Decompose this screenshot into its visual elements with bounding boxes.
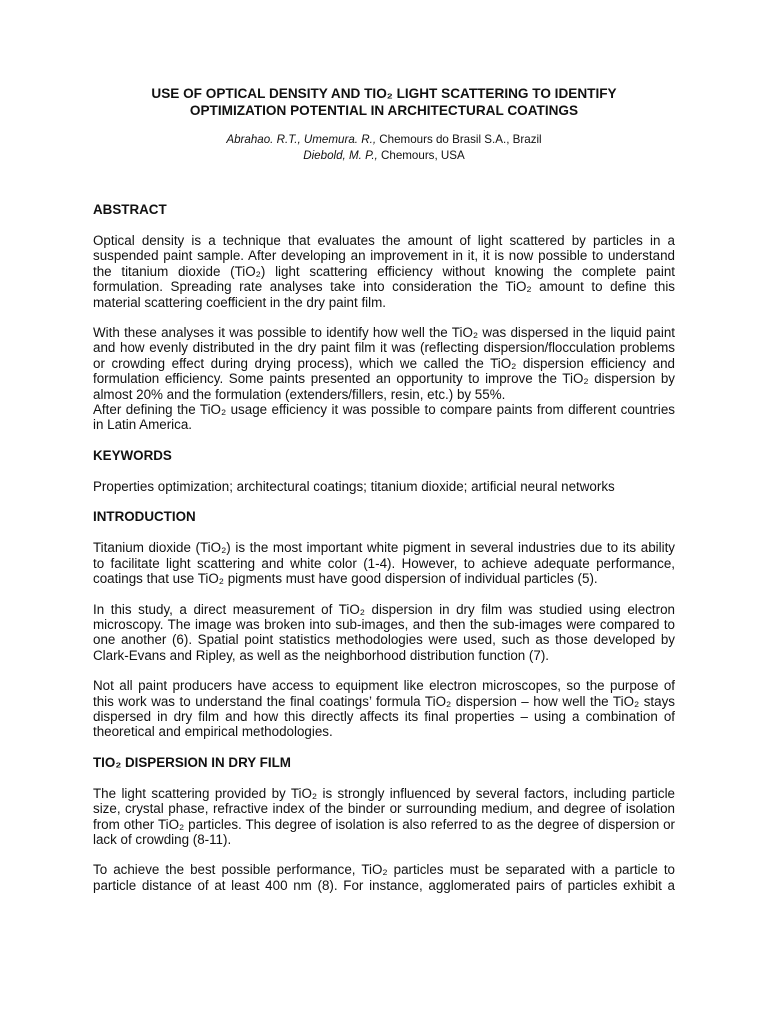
author-line-1 — [93, 132, 675, 148]
introduction-heading: INTRODUCTION — [93, 509, 196, 525]
keywords-heading: KEYWORDS — [93, 447, 172, 463]
author-affiliation-2: Chemours, USA — [377, 148, 465, 162]
abstract-paragraph-3: After defining the TiO₂ usage efficiency it was possible to compare paints from different countries in Latin America. — [93, 402, 675, 433]
author-affiliation-1: Chemours do Brasil S.A., Brazil — [376, 133, 542, 146]
author-names-1: Abrahao. R.T., Umemura. R., — [226, 133, 377, 146]
tio2-dispersion-heading: TIO₂ DISPERSION IN DRY FILM — [93, 754, 291, 770]
paper-title — [93, 86, 675, 119]
tio2-paragraph-2: To achieve the best possible performance, TiO₂ particles must be separated with a particle to particle distance of at least 400 nm (8). For instance, agglomerated pairs of particles exhibit a — [93, 862, 675, 893]
abstract-paragraph-2: With these analyses it was possible to identify how well the TiO₂ was dispersed in the liquid paint and how evenly distributed in the dry paint film it was (reflecting dispersion/flocculation problems or crowding effect during drying process), which we called the TiO₂ dispersion efficiency and formulation efficiency. Some paints presented an opportunity to improve the TiO₂ dispersion by almost 20% and the formulation (extenders/fillers, resin, etc.) by 55%. — [93, 325, 675, 402]
introduction-paragraph-2: In this study, a direct measurement of TiO₂ dispersion in dry film was studied using electron microscopy. The image was broken into sub-images, and then the sub-images were compared to one another (6). Spatial point statistics methodologies were used, such as those developed by Clark-Evans and Ripley, as well as the neighborhood distribution function (7). — [93, 601, 675, 663]
tio2-paragraph-1: The light scattering provided by TiO₂ is strongly influenced by several factors, including particle size, crystal phase, refractive index of the binder or surrounding medium, and degree of isolation from other TiO₂ particles. This degree of isolation is also referred to as the degree of dispersion or lack of crowding (8-11). — [93, 785, 675, 847]
title-line-2: OPTIMIZATION POTENTIAL IN ARCHITECTURAL COATINGS — [189, 102, 579, 118]
abstract-paragraph-1: Optical density is a technique that evaluates the amount of light scattered by particles in a suspended paint sample. After developing an improvement in it, it is now possible to understand the titanium dioxide (TiO₂) light scattering efficiency without knowing the complete paint formulation. Spreading rate analyses take into consideration the TiO₂ amount to define this material scattering coefficient in the dry paint film. — [93, 233, 675, 310]
abstract-heading: ABSTRACT — [93, 202, 167, 217]
paper-body — [93, 86, 675, 893]
introduction-paragraph-1: Titanium dioxide (TiO₂) is the most important white pigment in several industries due to its ability to facilitate light scattering and white color (1-4). However, to achieve adequate performance, coatings that use TiO₂ pigments must have good dispersion of individual particles (5). — [93, 540, 675, 587]
author-names-2: Diebold, M. P., — [303, 148, 378, 162]
title-line-1: USE OF OPTICAL DENSITY AND TIO₂ LIGHT SCATTERING TO IDENTIFY — [151, 86, 617, 101]
author-line-2 — [93, 148, 675, 164]
introduction-paragraph-3: Not all paint producers have access to equipment like electron microscopes, so the purpose of this work was to understand the final coatings’ formula TiO₂ dispersion – how well the TiO₂ stays dispersed in dry film and how this directly affects its final properties – using a combination of theoretical and empirical methodologies. — [93, 678, 675, 740]
author-block — [93, 132, 675, 163]
keywords-text: Properties optimization; architectural coatings; titanium dioxide; artificial neural networks — [93, 478, 615, 494]
